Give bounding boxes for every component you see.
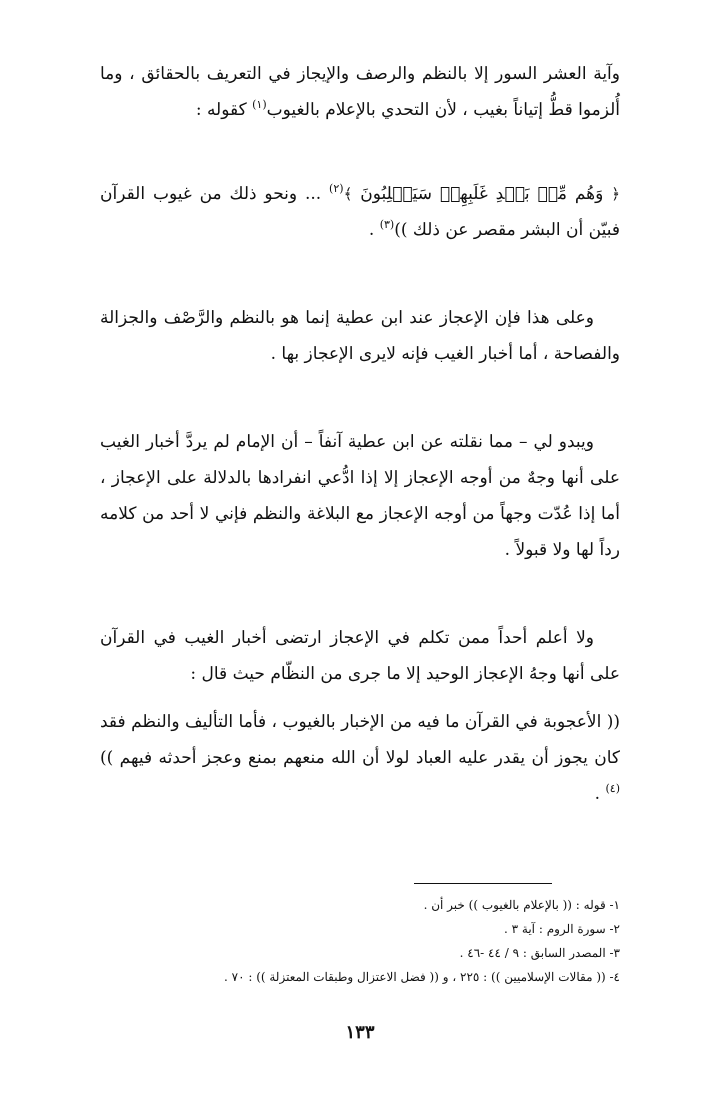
- page-number: ١٣٣: [345, 1022, 375, 1043]
- paragraph-2: [100, 176, 620, 248]
- footnote-divider: [414, 883, 552, 884]
- footnote-ref-2: (٢): [329, 182, 344, 195]
- paragraph-1-tail: كقوله :: [195, 100, 253, 120]
- paragraph-4: [100, 424, 620, 568]
- paragraph-5-text: ولا أعلم أحداً ممن تكلم في الإعجاز ارتضى أخبار الغيب في القرآن على أنها وجهُ الإعجاز الوحيد إلا ما جرى من النظّام حيث قال :: [100, 628, 620, 684]
- footnote-2: ٢- سورة الروم : آية ٣ .: [504, 922, 620, 936]
- footnote-4: ٤- (( مقالات الإسلاميين )) : ٢٢٥ ، و (( فضل الاعتزال وطبقات المعتزلة )) : ٧٠ .: [223, 970, 620, 984]
- paragraph-6: [100, 704, 620, 812]
- quran-close-bracket: ﴾: [343, 185, 353, 203]
- paragraph-6-end: .: [594, 784, 606, 804]
- quran-verse: وَهُم مِّنۢ بَعۡدِ غَلَبِهِمۡ سَيَغۡلِبُونَ: [352, 184, 612, 204]
- paragraph-2-text: ... ونحو ذلك من غيوب القرآن فبيّن أن البشر مقصر عن ذلك )): [100, 184, 620, 240]
- paragraph-1: [100, 56, 620, 128]
- paragraph-1-text: وآية العشر السور إلا بالنظم والرصف والإيجاز في التعريف بالحقائق ، وما أُلزموا قطُّ إتياناً بغيب ، لأن التحدي بالإعلام بالغيوب: [100, 64, 620, 120]
- paragraph-3-text: وعلى هذا فإن الإعجاز عند ابن عطية إنما هو بالنظم والرَّصْف والجزالة والفصاحة ، أما أخبار الغيب فإنه لايرى الإعجاز بها .: [100, 308, 620, 364]
- footnote-3: ٣- المصدر السابق : ٩ / ٤٤ -٤٦ .: [459, 946, 620, 960]
- paragraph-2-end: .: [368, 220, 380, 240]
- paragraph-4-text: ويبدو لي – مما نقلته عن ابن عطية آنفاً – أن الإمام لم يردَّ أخبار الغيب على أنها وجهٌ من أوجه الإعجاز إلا إذا ادُّعي انفرادها بالدلالة على الإعجاز ، أما إذا عُدّت وجهاً من أوجه الإعجاز مع البلاغة والنظم فإني لا أحد من كلامه رداً لها ولا قبولاً .: [100, 432, 620, 560]
- footnote-ref-4: (٤): [605, 782, 620, 795]
- paragraph-5: [100, 620, 620, 692]
- paragraph-6-text: (( الأعجوبة في القرآن ما فيه من الإخبار بالغيوب ، فأما التأليف والنظم فقد كان يجوز أن يقدر عليه العباد لولا أن الله منعهم بمنع وعجز أحدثه فيهم )): [100, 712, 620, 768]
- footnote-ref-1: (١): [252, 98, 267, 111]
- quran-open-bracket: ﴿: [611, 185, 621, 203]
- paragraph-3: [100, 300, 620, 372]
- footnotes: [200, 893, 620, 989]
- footnote-1: ١- قوله : (( بالإعلام بالغيوب )) خبر أن .: [423, 898, 620, 912]
- footnote-ref-3: (٣): [379, 218, 395, 231]
